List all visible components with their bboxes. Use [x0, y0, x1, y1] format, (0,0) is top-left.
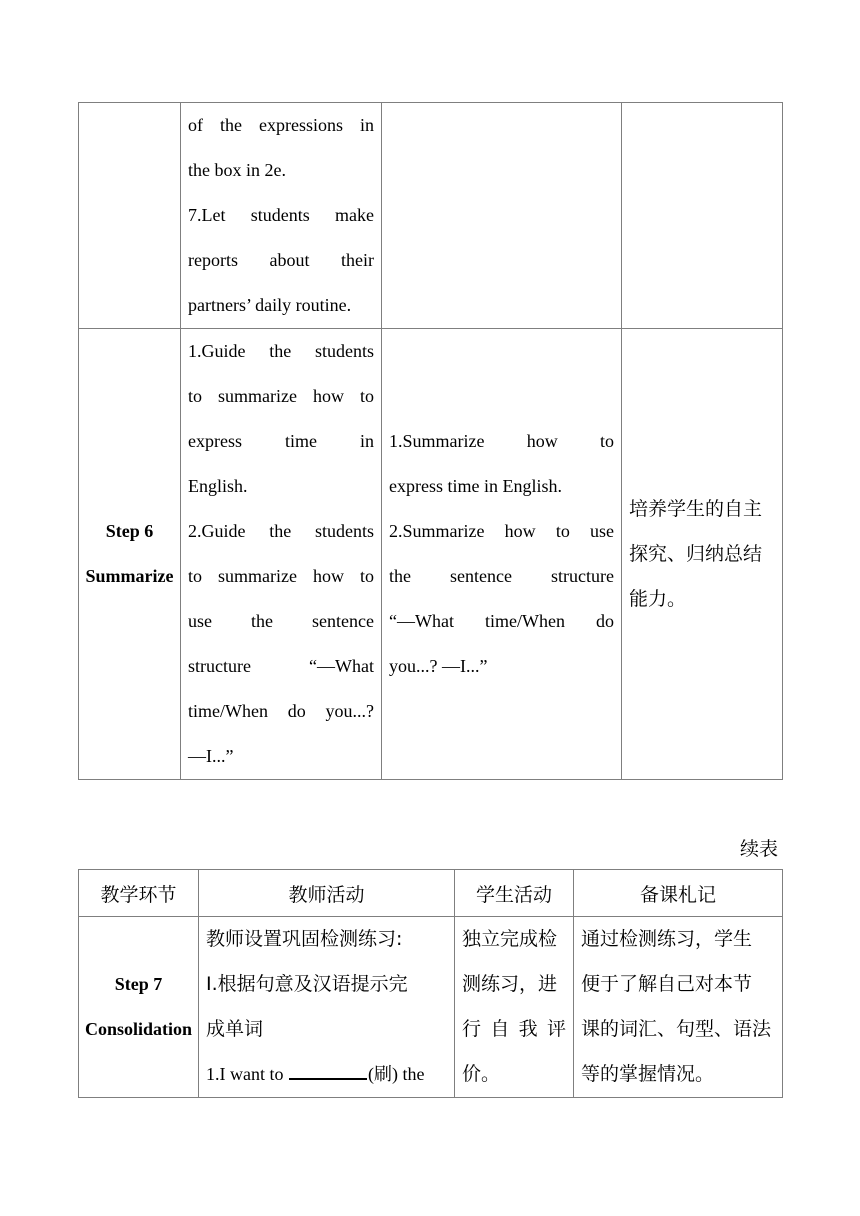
text-line: to summarize how to: [188, 566, 374, 586]
text-line: 通过检测练习，学生: [581, 928, 753, 950]
text-line: 课的词汇、句型、语法: [581, 1018, 772, 1040]
text-line: express time in: [188, 431, 374, 451]
table-row: [79, 103, 783, 329]
column-header: 备课札记: [574, 870, 783, 917]
text-line: the sentence structure: [389, 566, 614, 586]
student-activity-cell: [455, 917, 574, 1098]
exercise-text: (刷) the: [367, 1064, 425, 1084]
text-line: 便于了解自己对本节: [581, 973, 753, 995]
text-line: 教师设置巩固检测练习:: [206, 928, 403, 950]
text-line: 测练习，进: [462, 973, 558, 995]
text-line: 1.Summarize how to: [389, 431, 614, 451]
text-line: express time in English.: [389, 476, 562, 496]
text-line: 成单词: [206, 1018, 264, 1040]
step-cell: [79, 103, 181, 329]
teacher-activity-cell: [199, 917, 455, 1098]
text-line: partners’ daily routine.: [188, 295, 352, 315]
text-line: 独立完成检: [462, 928, 558, 950]
text-line: of the expressions in: [188, 115, 374, 135]
table-row: [79, 329, 783, 780]
exercise-text: 1.I want to: [206, 1064, 288, 1084]
text-line: structure “—What: [188, 656, 374, 676]
teacher-activity-cell: [181, 103, 382, 329]
text-line: —I...”: [188, 746, 234, 766]
text-line: time/When do you...?: [188, 701, 374, 721]
column-header: 教师活动: [199, 870, 455, 917]
lesson-plan-table-continued: [78, 869, 783, 1098]
text-line: 价。: [462, 1063, 501, 1085]
exercise-line: [206, 1052, 447, 1097]
fill-in-blank: [289, 1058, 367, 1080]
text-line: reports about their: [188, 250, 374, 270]
text-line: 等的掌握情况。: [581, 1063, 715, 1085]
text-line: 行 自 我 评: [462, 1018, 566, 1040]
text-line: 探究、归纳总结: [629, 542, 763, 565]
student-activity-cell: [382, 103, 622, 329]
step-number: Step 6: [105, 521, 154, 541]
lesson-plan-table-top: [78, 102, 783, 780]
table-header-row: [79, 870, 783, 917]
notes-cell: [574, 917, 783, 1098]
continued-table-label: 续表: [739, 838, 778, 860]
teacher-activity-cell: [181, 329, 382, 780]
step-number: Step 7: [114, 974, 163, 994]
column-header: 教学环节: [79, 870, 199, 917]
text-line: 能力。: [629, 587, 687, 610]
column-header: 学生活动: [455, 870, 574, 917]
text-line: the box in 2e.: [188, 160, 286, 180]
step-name: Consolidation: [84, 1019, 193, 1039]
text-line: 7.Let students make: [188, 205, 374, 225]
step-name: Summarize: [85, 566, 174, 586]
text-line: you...? —I...”: [389, 656, 488, 676]
text-line: use the sentence: [188, 611, 374, 631]
text-line: 2.Guide the students: [188, 521, 374, 541]
text-line: “—What time/When do: [389, 611, 614, 631]
text-line: to summarize how to: [188, 386, 374, 406]
text-line: 1.Guide the students: [188, 341, 374, 361]
text-line: 培养学生的自主: [629, 497, 763, 520]
student-activity-cell: [382, 329, 622, 780]
text-line: Ⅰ.根据句意及汉语提示完: [206, 973, 408, 995]
text-line: 2.Summarize how to use: [389, 521, 614, 541]
step-cell: [79, 329, 181, 780]
notes-cell: [622, 329, 783, 780]
text-line: English.: [188, 476, 248, 496]
notes-cell: [622, 103, 783, 329]
step-cell: [79, 917, 199, 1098]
table-row: [79, 917, 783, 1098]
